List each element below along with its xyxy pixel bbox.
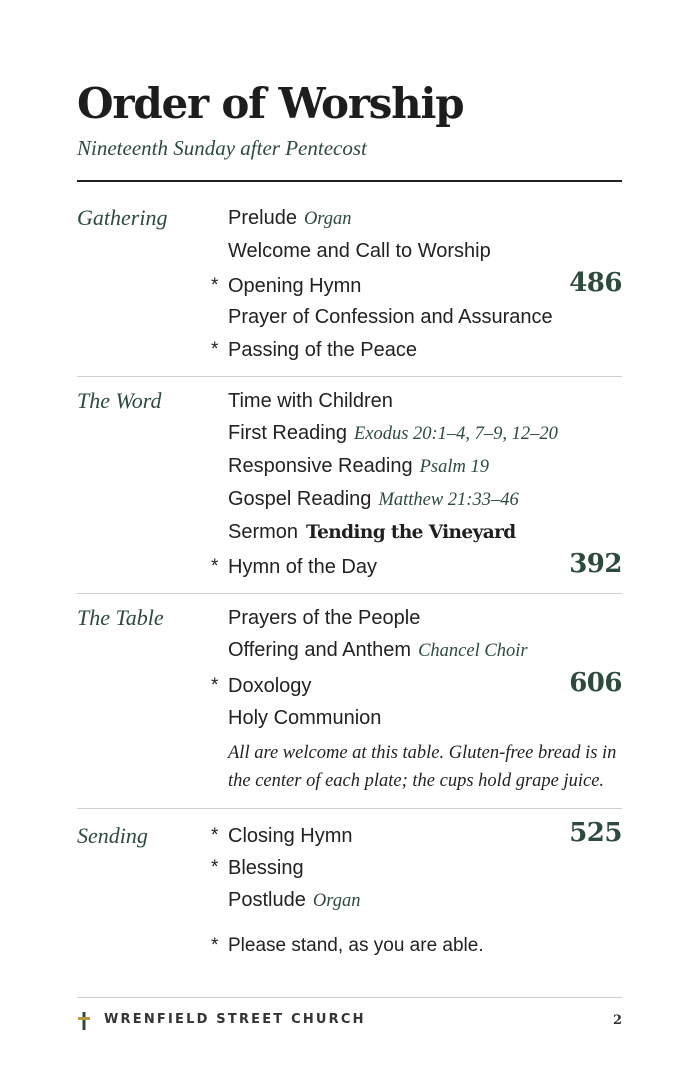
order-item [228, 606, 622, 630]
page-number: 2 [612, 1013, 622, 1028]
stand-marker: * [211, 556, 219, 577]
section-divider [77, 808, 622, 809]
cross-icon [77, 1011, 91, 1031]
item-text: Doxology [228, 675, 312, 697]
item-text: Postlude [228, 889, 306, 911]
section-divider [77, 376, 622, 377]
order-item [228, 239, 622, 263]
item-text: Gospel Reading [228, 488, 372, 510]
stand-marker: * [211, 935, 219, 956]
section-label: Sending [77, 823, 148, 848]
item-text: Opening Hymn [228, 275, 362, 297]
order-item [211, 338, 622, 362]
section-label: The Word [77, 388, 162, 413]
item-text: Offering and Anthem [228, 639, 412, 661]
item-text: Time with Children [228, 390, 393, 412]
order-item [228, 305, 622, 329]
section-label: The Table [77, 605, 164, 630]
order-item [228, 520, 622, 544]
stand-marker: * [211, 339, 219, 360]
order-item [211, 818, 622, 848]
title-divider [77, 180, 622, 182]
sermon-title: Tending the Vineyard [306, 522, 516, 543]
order-item [228, 421, 622, 445]
page-subtitle: Nineteenth Sunday after Pentecost [77, 136, 367, 160]
item-text: Hymn of the Day [228, 556, 377, 578]
item-text: Prayer of Confession and Assurance [228, 306, 553, 328]
stand-marker: * [211, 675, 219, 696]
item-text: Passing of the Peace [228, 339, 418, 361]
stand-marker: * [211, 275, 219, 296]
section-label: Gathering [77, 205, 168, 230]
stand-marker: * [211, 857, 219, 878]
footer-divider [77, 997, 622, 998]
stand-marker: * [211, 825, 219, 846]
order-item [228, 888, 622, 912]
bulletin-page [77, 0, 622, 1082]
order-item [228, 206, 622, 230]
section-divider [77, 593, 622, 594]
item-note: Organ [312, 891, 361, 911]
item-text: Closing Hymn [228, 825, 353, 847]
item-note: Psalm 19 [419, 457, 489, 477]
order-item [228, 454, 622, 478]
order-item [211, 668, 622, 698]
stand-legend [211, 934, 484, 958]
item-text: Welcome and Call to Worship [228, 240, 491, 262]
item-note: Exodus 20:1–4, 7–9, 12–20 [353, 424, 558, 444]
order-item [211, 549, 622, 579]
order-item [228, 389, 622, 413]
item-text: Prayers of the People [228, 607, 421, 629]
item-text: First Reading [228, 422, 347, 444]
item-note: Chancel Choir [418, 641, 528, 661]
item-note: Matthew 21:33–46 [378, 490, 519, 510]
item-text: Sermon [228, 521, 299, 543]
item-text: Prelude [228, 207, 297, 229]
order-item [228, 706, 622, 730]
item-text: Holy Communion [228, 707, 382, 729]
order-item [211, 856, 622, 880]
communion-note: All are welcome at this table. Gluten-free bread is in the center of each plate; the cups hold grape juice. [228, 743, 617, 791]
order-item [211, 268, 622, 298]
page-title: Order of Worship [77, 79, 464, 128]
hymn-number: 525 [569, 818, 622, 848]
church-name: WRENFIELD STREET CHURCH [104, 1012, 366, 1027]
item-text: Responsive Reading [228, 455, 413, 477]
stand-legend-text: Please stand, as you are able. [228, 935, 484, 956]
hymn-number: 392 [569, 549, 622, 579]
hymn-number: 606 [569, 668, 622, 698]
hymn-number: 486 [569, 268, 622, 298]
order-item [228, 487, 622, 511]
order-item [228, 638, 622, 662]
item-note: Organ [303, 209, 352, 229]
item-text: Blessing [228, 857, 304, 879]
